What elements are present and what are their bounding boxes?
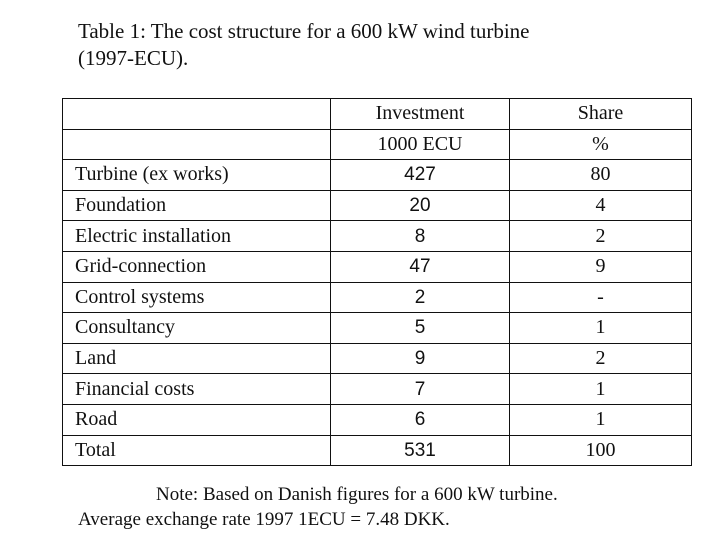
table-row [63,282,692,313]
investment-value: 5 [331,313,510,344]
cost-item: Financial costs [63,374,331,405]
table-row [63,313,692,344]
header-cell-item [63,99,331,130]
share-value: 9 [510,251,692,282]
units-cell-item [63,129,331,160]
table-row [63,160,692,191]
investment-value: 427 [331,160,510,191]
units-row [63,129,692,160]
header-cell-share: Share [510,99,692,130]
cost-item: Control systems [63,282,331,313]
share-value: 80 [510,160,692,191]
header-cell-investment: Investment [331,99,510,130]
note-line-2: Average exchange rate 1997 1ECU = 7.48 DKK. [78,509,450,530]
table-row [63,190,692,221]
cost-item: Consultancy [63,313,331,344]
investment-value: 8 [331,221,510,252]
investment-value: 2 [331,282,510,313]
table-row [63,343,692,374]
caption-line-1: Table 1: The cost structure for a 600 kW wind turbine [78,19,530,43]
cost-item: Electric installation [63,221,331,252]
total-row [63,435,692,466]
total-share-value: 100 [510,435,692,466]
investment-value: 7 [331,374,510,405]
table-row [63,404,692,435]
share-value: - [510,282,692,313]
investment-value: 20 [331,190,510,221]
table-note [78,482,678,532]
caption-line-2: (1997-ECU). [78,46,189,70]
table-row [63,374,692,405]
total-investment-value: 531 [331,435,510,466]
investment-value: 47 [331,251,510,282]
share-value: 1 [510,374,692,405]
units-cell-investment: 1000 ECU [331,129,510,160]
cost-item: Road [63,404,331,435]
units-cell-share: % [510,129,692,160]
share-value: 1 [510,404,692,435]
share-value: 4 [510,190,692,221]
share-value: 2 [510,221,692,252]
cost-item: Grid-connection [63,251,331,282]
total-label: Total [63,435,331,466]
header-row [63,99,692,130]
cost-item: Turbine (ex works) [63,160,331,191]
table-caption [78,18,678,72]
cost-item: Foundation [63,190,331,221]
table-row [63,221,692,252]
investment-value: 6 [331,404,510,435]
share-value: 1 [510,313,692,344]
table-row [63,251,692,282]
cost-structure-table [62,98,692,466]
note-line-1: Note: Based on Danish figures for a 600 kW turbine. [156,484,558,505]
investment-value: 9 [331,343,510,374]
share-value: 2 [510,343,692,374]
cost-item: Land [63,343,331,374]
